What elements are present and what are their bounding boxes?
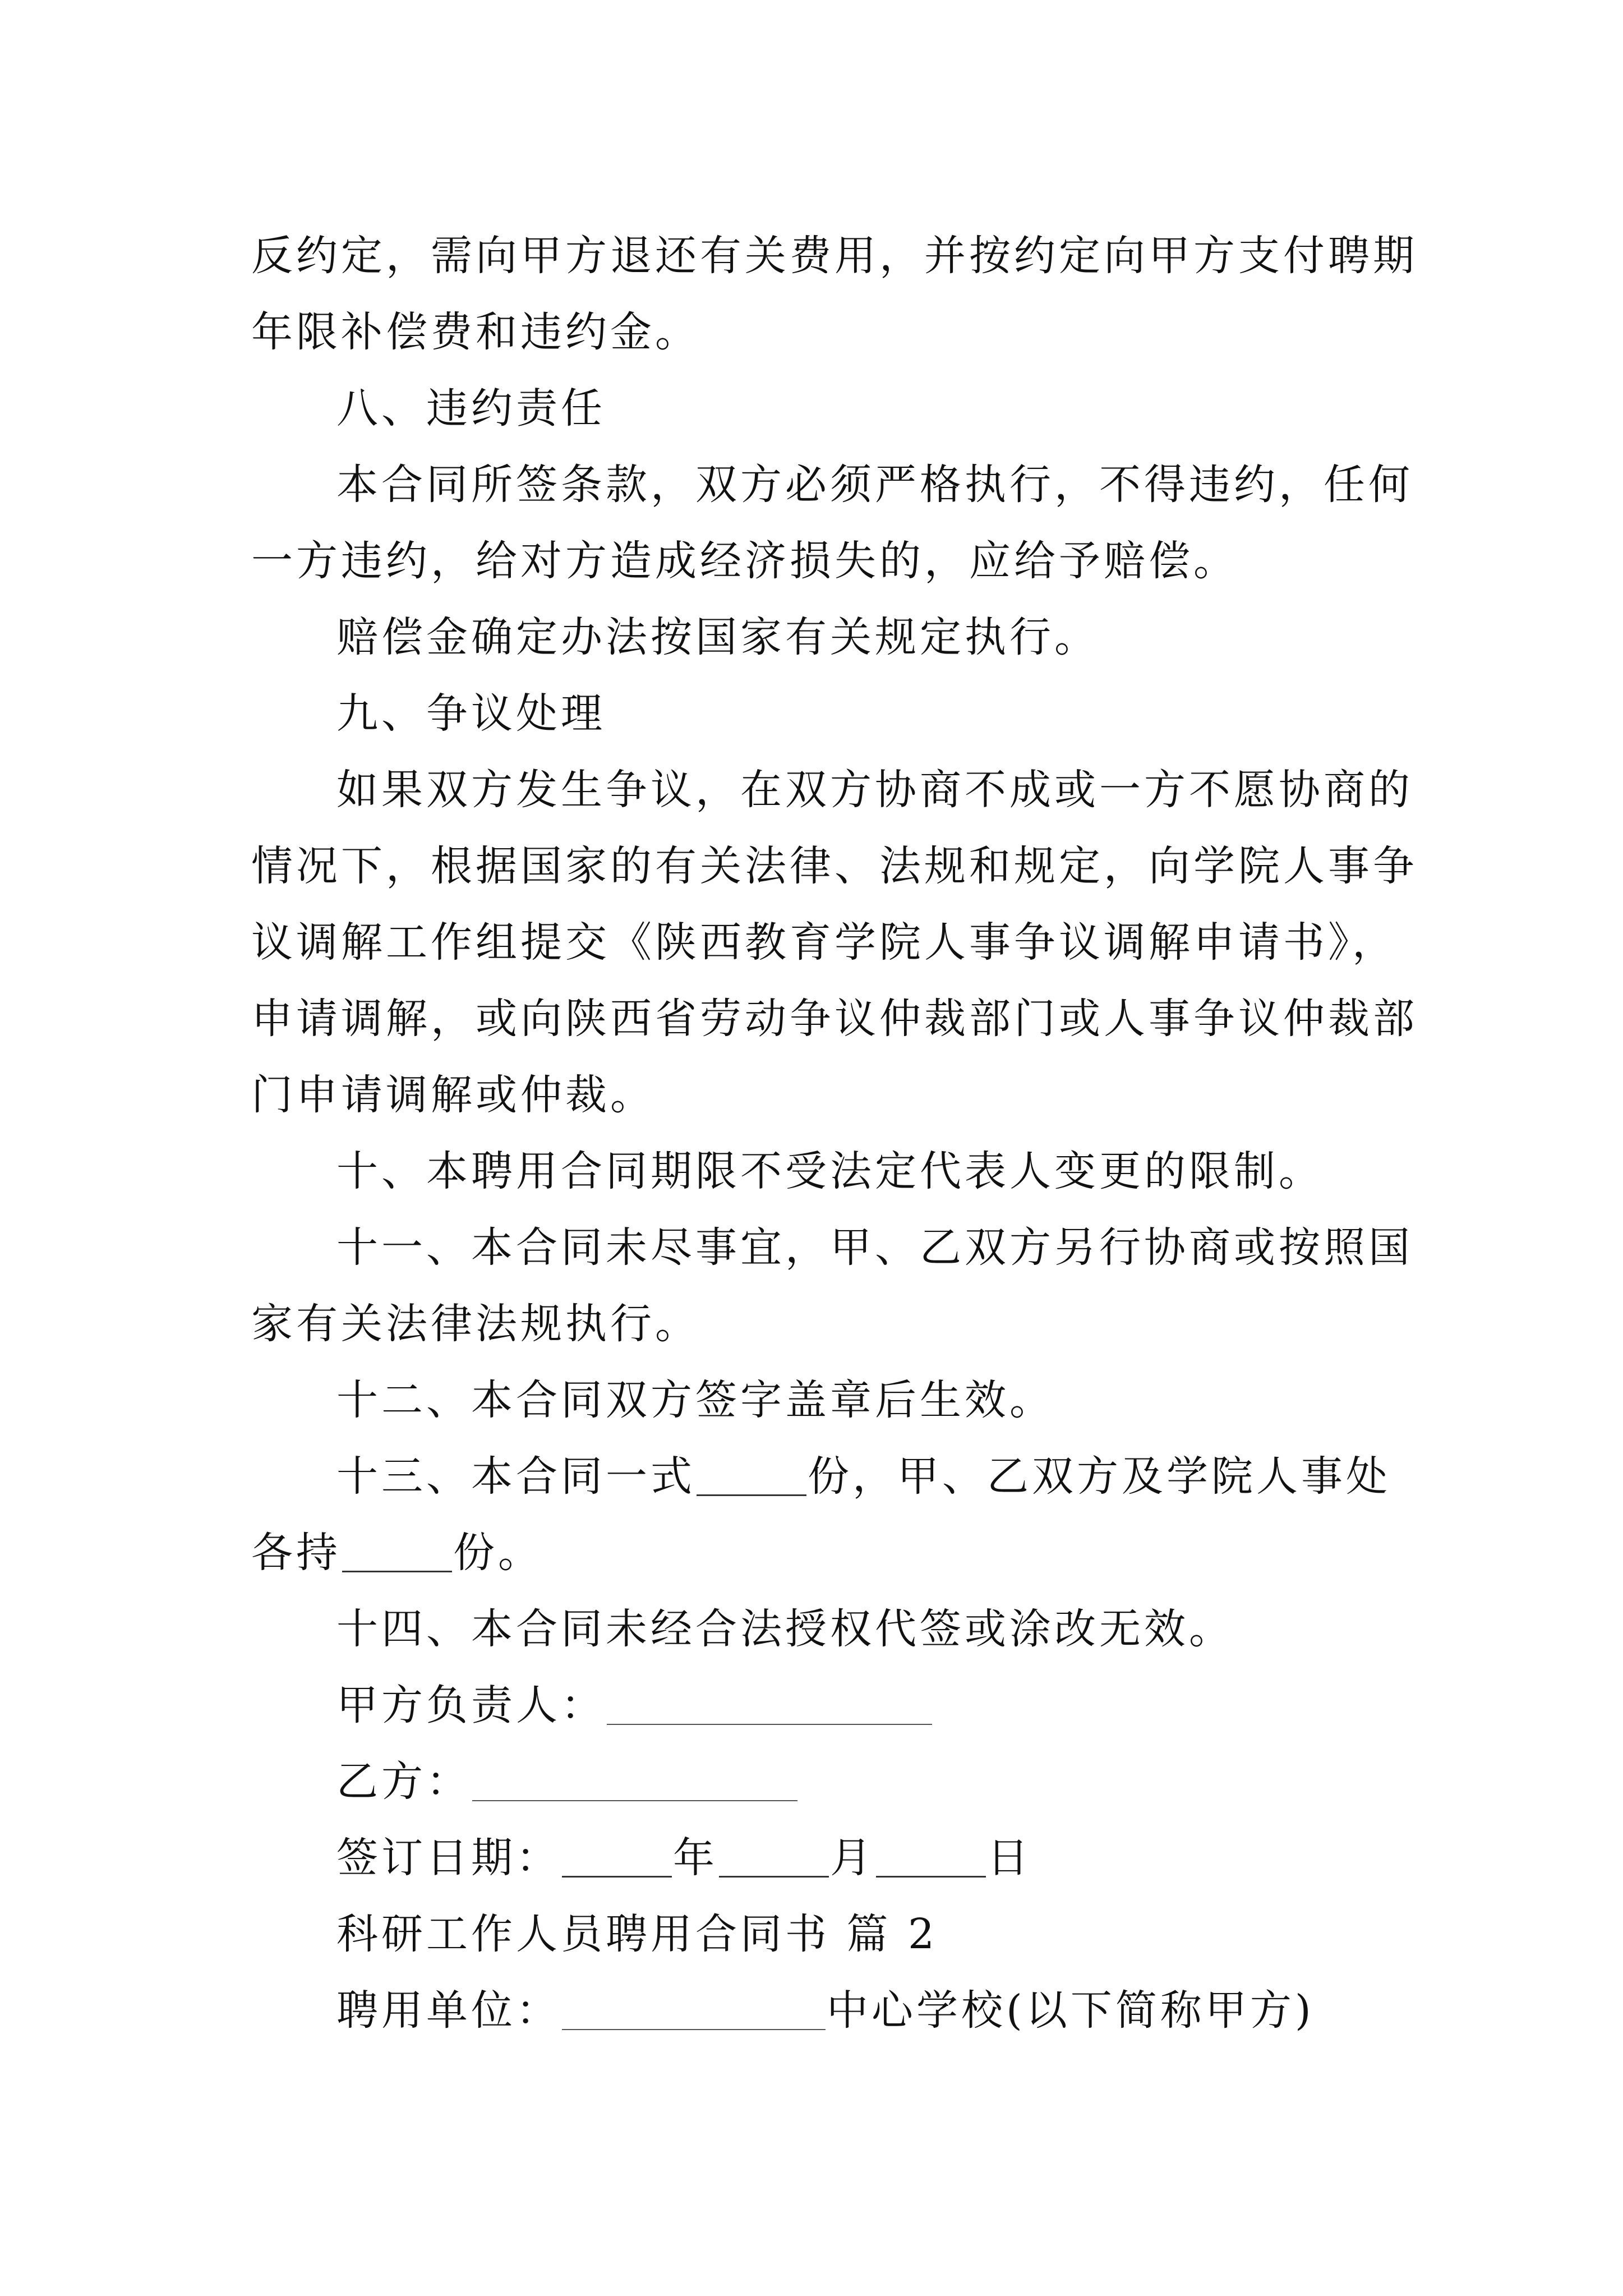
employer-label: 聘用单位： [336,1986,561,2035]
text-line: 年限补偿费和违约金。 [251,308,700,356]
text-line: 反约定，需向甲方退还有关费用，并按约定向甲方支付聘期 [251,232,1418,280]
clause-13-text: 份。 [453,1529,543,1577]
clause-14: 十四、本合同未经合法授权代签或涂改无效。 [336,1605,1234,1653]
day-label: 日 [987,1834,1032,1882]
clause-13-line-2 [251,1515,1378,1591]
copies-total-blank[interactable] [697,1447,806,1496]
clause-10: 十、本聘用合同期限不受法定代表人变更的限制。 [336,1147,1324,1195]
section-heading-9: 九、争议处理 [336,689,606,738]
party-b-signature-blank[interactable] [472,1753,797,1801]
clause-13-line-1 [251,1438,1391,1515]
party-a-signature-line [251,1667,1378,1743]
month-blank[interactable] [719,1829,829,1878]
document-body [251,218,1418,2049]
text-line: 家有关法律法规执行。 [251,1300,700,1348]
section-heading-8: 八、违约责任 [336,384,606,432]
text-line: 门申请调解或仲裁。 [251,1071,655,1119]
text-line: 一方违约，给对方造成经济损失的，应给予赔偿。 [251,537,1238,585]
employer-line [251,1972,1378,2049]
section-2-title: 科研工作人员聘用合同书 篇 2 [336,1910,938,1958]
signing-date-line [251,1820,1378,1896]
text-line: 申请调解，或向陕西省劳动争议仲裁部门或人事争议仲裁部 [251,995,1418,1043]
party-b-signature-line [251,1743,1378,1820]
day-blank[interactable] [876,1829,986,1878]
clause-13-text: 份，甲、乙双方及学院人事处 [808,1452,1391,1501]
text-line: 情况下，根据国家的有关法律、法规和规定，向学院人事争 [251,842,1418,890]
party-a-signature-blank[interactable] [607,1677,932,1725]
party-b-label: 乙方： [336,1757,471,1806]
copies-each-blank[interactable] [342,1524,452,1572]
text-line: 赔偿金确定办法按国家有关规定执行。 [336,613,1099,661]
year-blank[interactable] [562,1829,672,1878]
employer-suffix: 中心学校(以下简称甲方) [827,1986,1315,2035]
clause-12: 十二、本合同双方签字盖章后生效。 [336,1376,1054,1424]
text-line: 如果双方发生争议，在双方协商不成或一方不愿协商的 [336,766,1413,814]
year-label: 年 [673,1834,718,1882]
clause-13-text: 十三、本合同一式 [336,1452,695,1501]
party-a-label: 甲方负责人： [336,1681,606,1729]
text-line: 议调解工作组提交《陕西教育学院人事争议调解申请书》， [251,918,1397,967]
clause-11: 十一、本合同未尽事宜，甲、乙双方另行协商或按照国 [336,1223,1413,1272]
signing-date-label: 签订日期： [336,1834,561,1882]
clause-13-text: 各持 [251,1529,341,1577]
employer-name-blank[interactable] [562,1982,826,2030]
text-line: 本合同所签条款，双方必须严格执行，不得违约，任何 [336,461,1413,509]
month-label: 月 [830,1834,875,1882]
